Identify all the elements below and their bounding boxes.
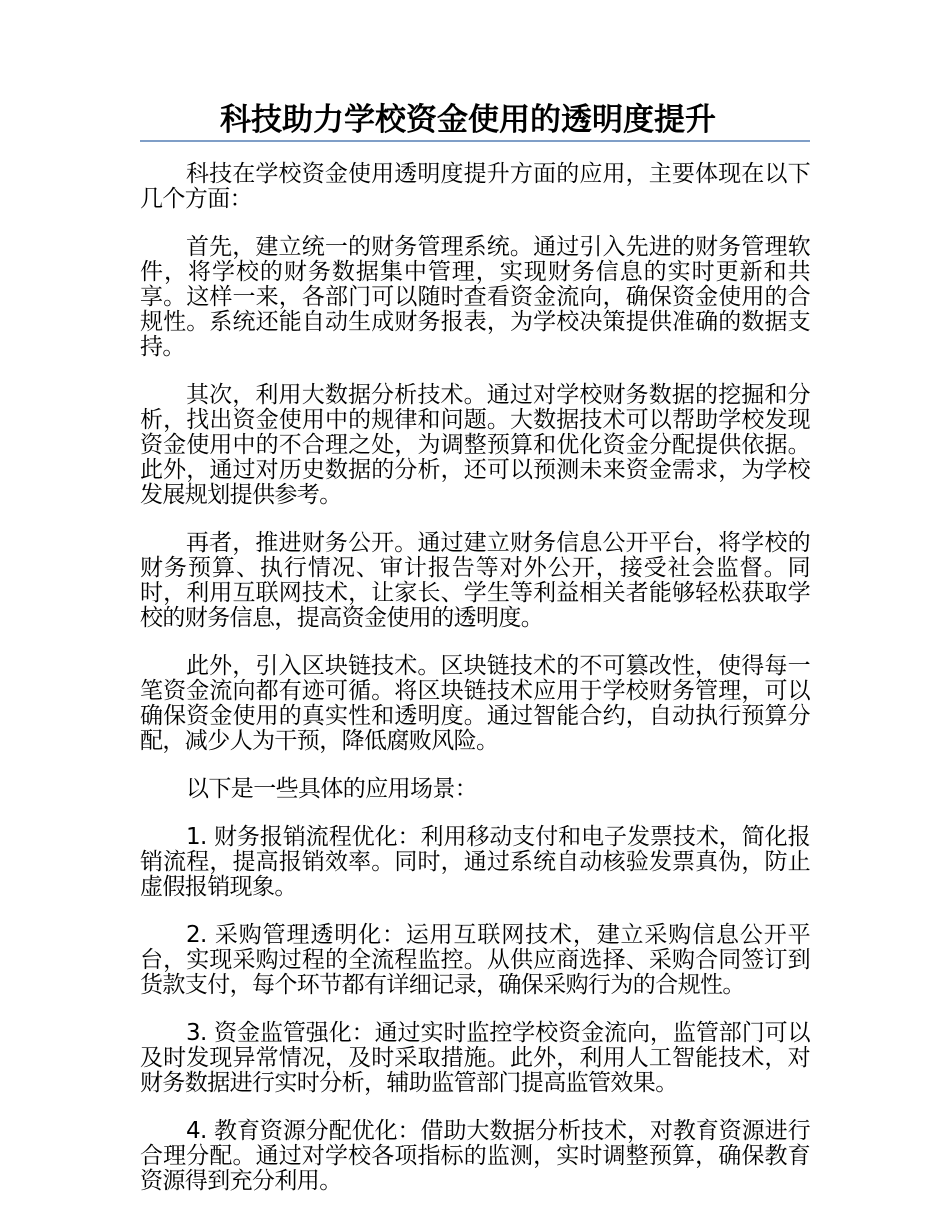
title-underline xyxy=(140,140,810,142)
paragraph-intro: 科技在学校资金使用透明度提升方面的应用，主要体现在以下几个方面： xyxy=(140,161,810,212)
list-item-procurement: 2. 采购管理透明化：运用互联网技术，建立采购信息公开平台，实现采购过程的全流程监控。从供应商选择、采购合同签订到货款支付，每个环节都有详细记录，确保采购行为的合规性。 xyxy=(140,922,810,998)
paragraph-scenarios-intro: 以下是一些具体的应用场景： xyxy=(186,776,478,802)
document-title: 科技助力学校资金使用的透明度提升 xyxy=(220,102,716,138)
paragraph-big-data: 其次，利用大数据分析技术。通过对学校财务数据的挖掘和分析，找出资金使用中的规律和问题。大数据技术可以帮助学校发现资金使用中的不合理之处，为调整预算和优化资金分配提供依据。此外，通过对历史数据的分析，还可以预测未来资金需求，为学校发展规划提供参考。 xyxy=(140,382,810,508)
paragraph-financial-system: 首先，建立统一的财务管理系统。通过引入先进的财务管理软件，将学校的财务数据集中管理，实现财务信息的实时更新和共享。这样一来，各部门可以随时查看资金流向，确保资金使用的合规性。系统还能自动生成财务报表，为学校决策提供准确的数据支持。 xyxy=(140,234,810,360)
document-page xyxy=(140,100,810,1217)
paragraph-blockchain: 此外，引入区块链技术。区块链技术的不可篡改性，使得每一笔资金流向都有迹可循。将区块链技术应用于学校财务管理，可以确保资金使用的真实性和透明度。通过智能合约，自动执行预算分配，减少人为干预，降低腐败风险。 xyxy=(140,653,810,754)
list-item-supervision: 3. 资金监管强化：通过实时监控学校资金流向，监管部门可以及时发现异常情况，及时采取措施。此外，利用人工智能技术，对财务数据进行实时分析，辅助监管部门提高监管效果。 xyxy=(140,1020,810,1096)
paragraph-financial-disclosure: 再者，推进财务公开。通过建立财务信息公开平台，将学校的财务预算、执行情况、审计报告等对外公开，接受社会监督。同时，利用互联网技术，让家长、学生等利益相关者能够轻松获取学校的财务信息，提高资金使用的透明度。 xyxy=(140,530,810,631)
list-item-reimbursement: 1. 财务报销流程优化：利用移动支付和电子发票技术，简化报销流程，提高报销效率。同时，通过系统自动核验发票真伪，防止虚假报销现象。 xyxy=(140,824,810,900)
list-item-resource-allocation: 4. 教育资源分配优化：借助大数据分析技术，对教育资源进行合理分配。通过对学校各项指标的监测，实时调整预算，确保教育资源得到充分利用。 xyxy=(140,1118,810,1194)
